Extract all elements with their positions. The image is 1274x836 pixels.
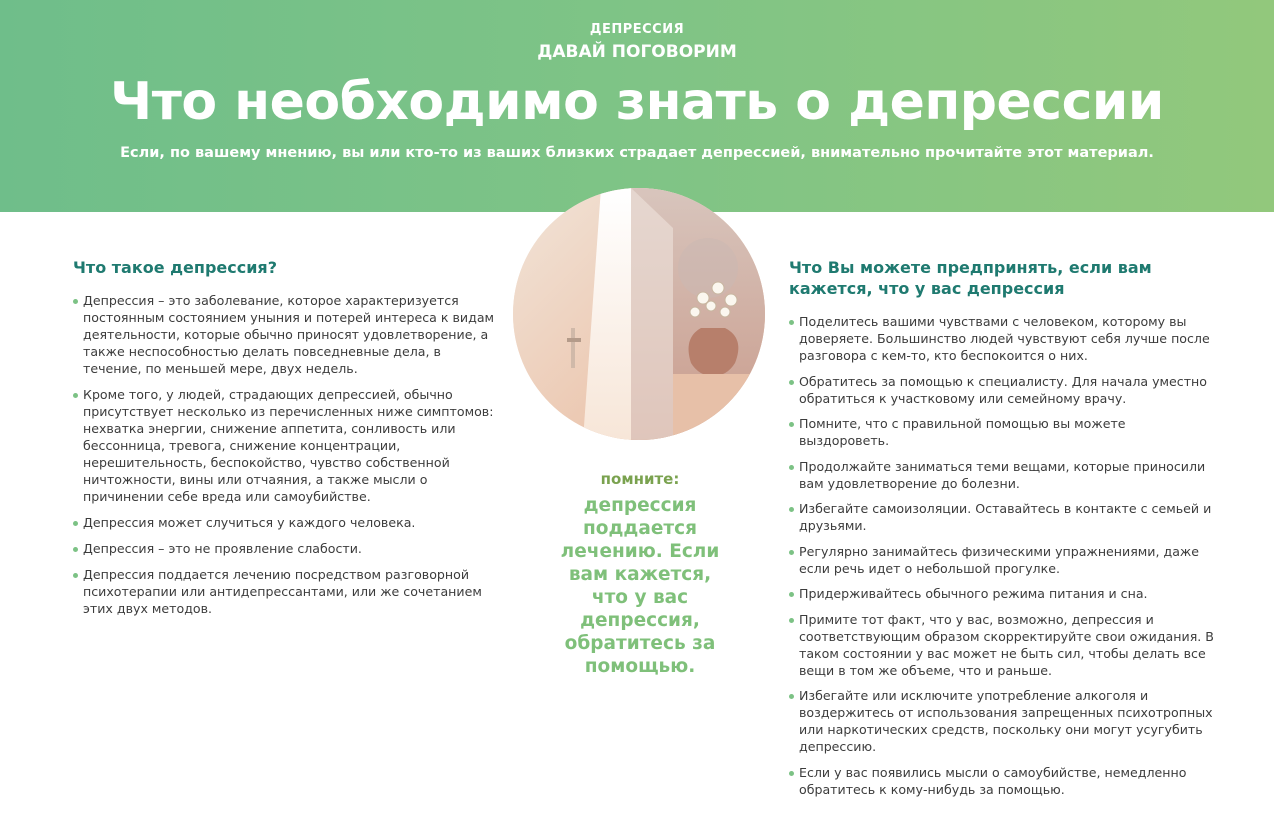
circular-illustration (513, 188, 765, 440)
list-item: Избегайте самоизоляции. Оставайтесь в контакте с семьей и друзьями. (789, 500, 1214, 534)
right-list (789, 313, 1214, 798)
kicker: ДЕПРЕССИЯ (589, 22, 685, 37)
left-list (73, 292, 498, 617)
list-item: Продолжайте заниматься теми вещами, которые приносили вам удовлетворение до болезни. (789, 458, 1214, 492)
subkicker: ДАВАЙ ПОГОВОРИМ (537, 42, 737, 62)
room-illustration (513, 188, 765, 440)
list-item: Депрессия – это не проявление слабости. (73, 540, 498, 557)
section-heading-left: Что такое депрессия? (73, 258, 277, 277)
what-you-can-do-section (789, 257, 1214, 806)
list-item: Придерживайтесь обычного режима питания и сна. (789, 585, 1214, 602)
list-item: Поделитесь вашими чувствами с человеком, которому вы доверяете. Большинство людей чувствуют себя лучше после разговора с кем-то, кто беспокоится о них. (789, 313, 1214, 364)
list-item: Депрессия может случиться у каждого человека. (73, 514, 498, 531)
list-item: Помните, что с правильной помощью вы можете выздороветь. (789, 415, 1214, 449)
list-item: Депрессия поддается лечению посредством разговорной психотерапии или антидепрессантами, или же сочетанием этих двух методов. (73, 566, 498, 617)
header-banner (0, 0, 1274, 212)
remember-label: помните: (600, 470, 680, 488)
lead-text: Если, по вашему мнению, вы или кто-то из ваших близких страдает депрессией, внимательно прочитайте этот материал. (120, 145, 1154, 161)
remember-text: депрессия поддается лечению. Если вам кажется, что у вас депрессия, обратитесь за помощью. (560, 495, 720, 677)
list-item: Обратитесь за помощью к специалисту. Для начала уместно обратиться к участковому или семейному врачу. (789, 373, 1214, 407)
list-item: Кроме того, у людей, страдающих депрессией, обычно присутствует несколько из перечисленных ниже симптомов: нехватка энергии, снижение аппетита, сонливость или бессонница, тревога, снижение концентрации, нерешительность, беспокойство, чувство собственной ничтожности, вины или отчаяния, а также мысли о причинении себе вреда или самоубийстве. (73, 386, 498, 505)
remember-callout (549, 470, 731, 678)
what-is-depression-section (73, 257, 498, 626)
list-item: Регулярно занимайтесь физическими упражнениями, даже если речь идет о небольшой прогулке. (789, 543, 1214, 577)
list-item: Если у вас появились мысли о самоубийстве, немедленно обратитесь к кому-нибудь за помощью. (789, 764, 1214, 798)
list-item: Депрессия – это заболевание, которое характеризуется постоянным состоянием уныния и потерей интереса к видам деятельности, которые обычно приносят удовлетворение, а также неспособностью делать повседневные дела, в течение, по меньшей мере, двух недель. (73, 292, 498, 377)
list-item: Избегайте или исключите употребление алкоголя и воздержитесь от использования запрещенных психотропных или наркотических средств, поскольку они могут усугубить депрессию. (789, 687, 1214, 755)
list-item: Примите тот факт, что у вас, возможно, депрессия и соответствующим образом скорректируйте свои ожидания. В таком состоянии у вас может не быть сил, чтобы делать все вещи в том же объеме, что и раньше. (789, 611, 1214, 679)
page-title: Что необходимо знать о депрессии (110, 72, 1164, 132)
section-heading-right: Что Вы можете предпринять, если вам кажется, что у вас депрессия (789, 258, 1152, 298)
